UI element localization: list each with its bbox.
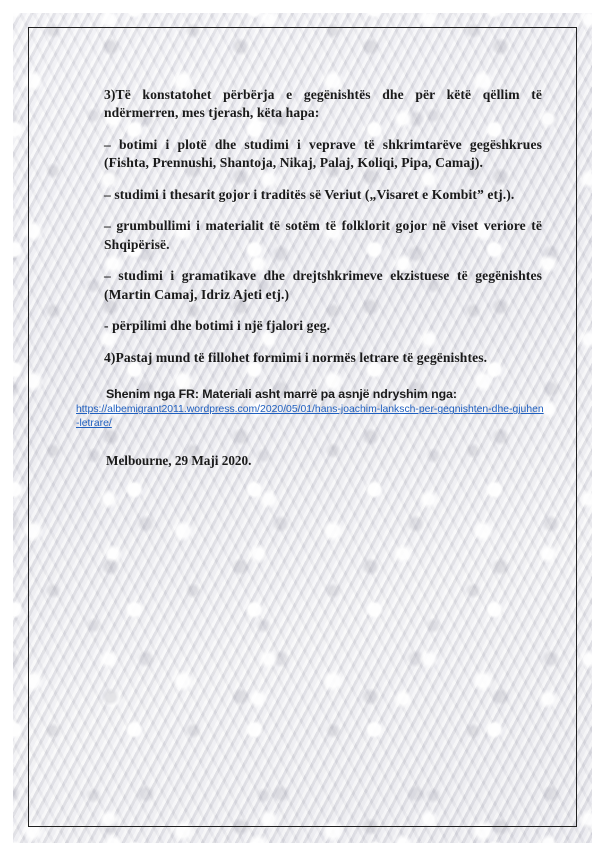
paragraph-bullet-studimi-thesarit: – studimi i thesarit gojor i traditës së Veriut („Visaret e Kombit” etj.). [104,186,515,202]
source-link[interactable]: https://albemigrant2011.wordpress.com/2020/05/01/hans-joachim-lanksch-per-gegnishten-dhe-gjuhen-letrare/ [76,404,544,430]
paragraph-bullet-botimi: – botimi i plotë dhe studimi i veprave të shkrimtarëve gegëshkrues (Fishta, Prennushi, Shantoja, Nikaj, Palaj, Koliqi, Pipa, Camaj). [104,136,542,171]
signoff-line: Melbourne, 29 Maji 2020. [106,453,252,469]
source-note: Shenim nga FR: Materiali asht marrë pa asnjë ndryshim nga: [106,387,457,402]
paragraph-bullet-studimi-gramatikave: – studimi i gramatikave dhe drejtshkrimeve ekzistuese të gegënishtes (Martin Camaj, Idriz Ajeti etj.) [104,268,542,302]
paragraph-item-3: 3)Të konstatohet përbërja e gegënishtës dhe për këtë qëllim të ndërmerren, mes tjerash, këta hapa: [104,87,542,121]
document-body [76,86,544,469]
paragraph-bullet-perpilimi: - përpilimi dhe botimi i një fjalori geg. [104,318,331,334]
paragraph-item-4: 4)Pastaj mund të fillohet formimi i normës letrare të gegënishtes. [104,349,488,365]
paragraph-bullet-grumbullimi: – grumbullimi i materialit të sotëm të folklorit gojor në viset veriore të Shqipërisë. [104,218,542,252]
